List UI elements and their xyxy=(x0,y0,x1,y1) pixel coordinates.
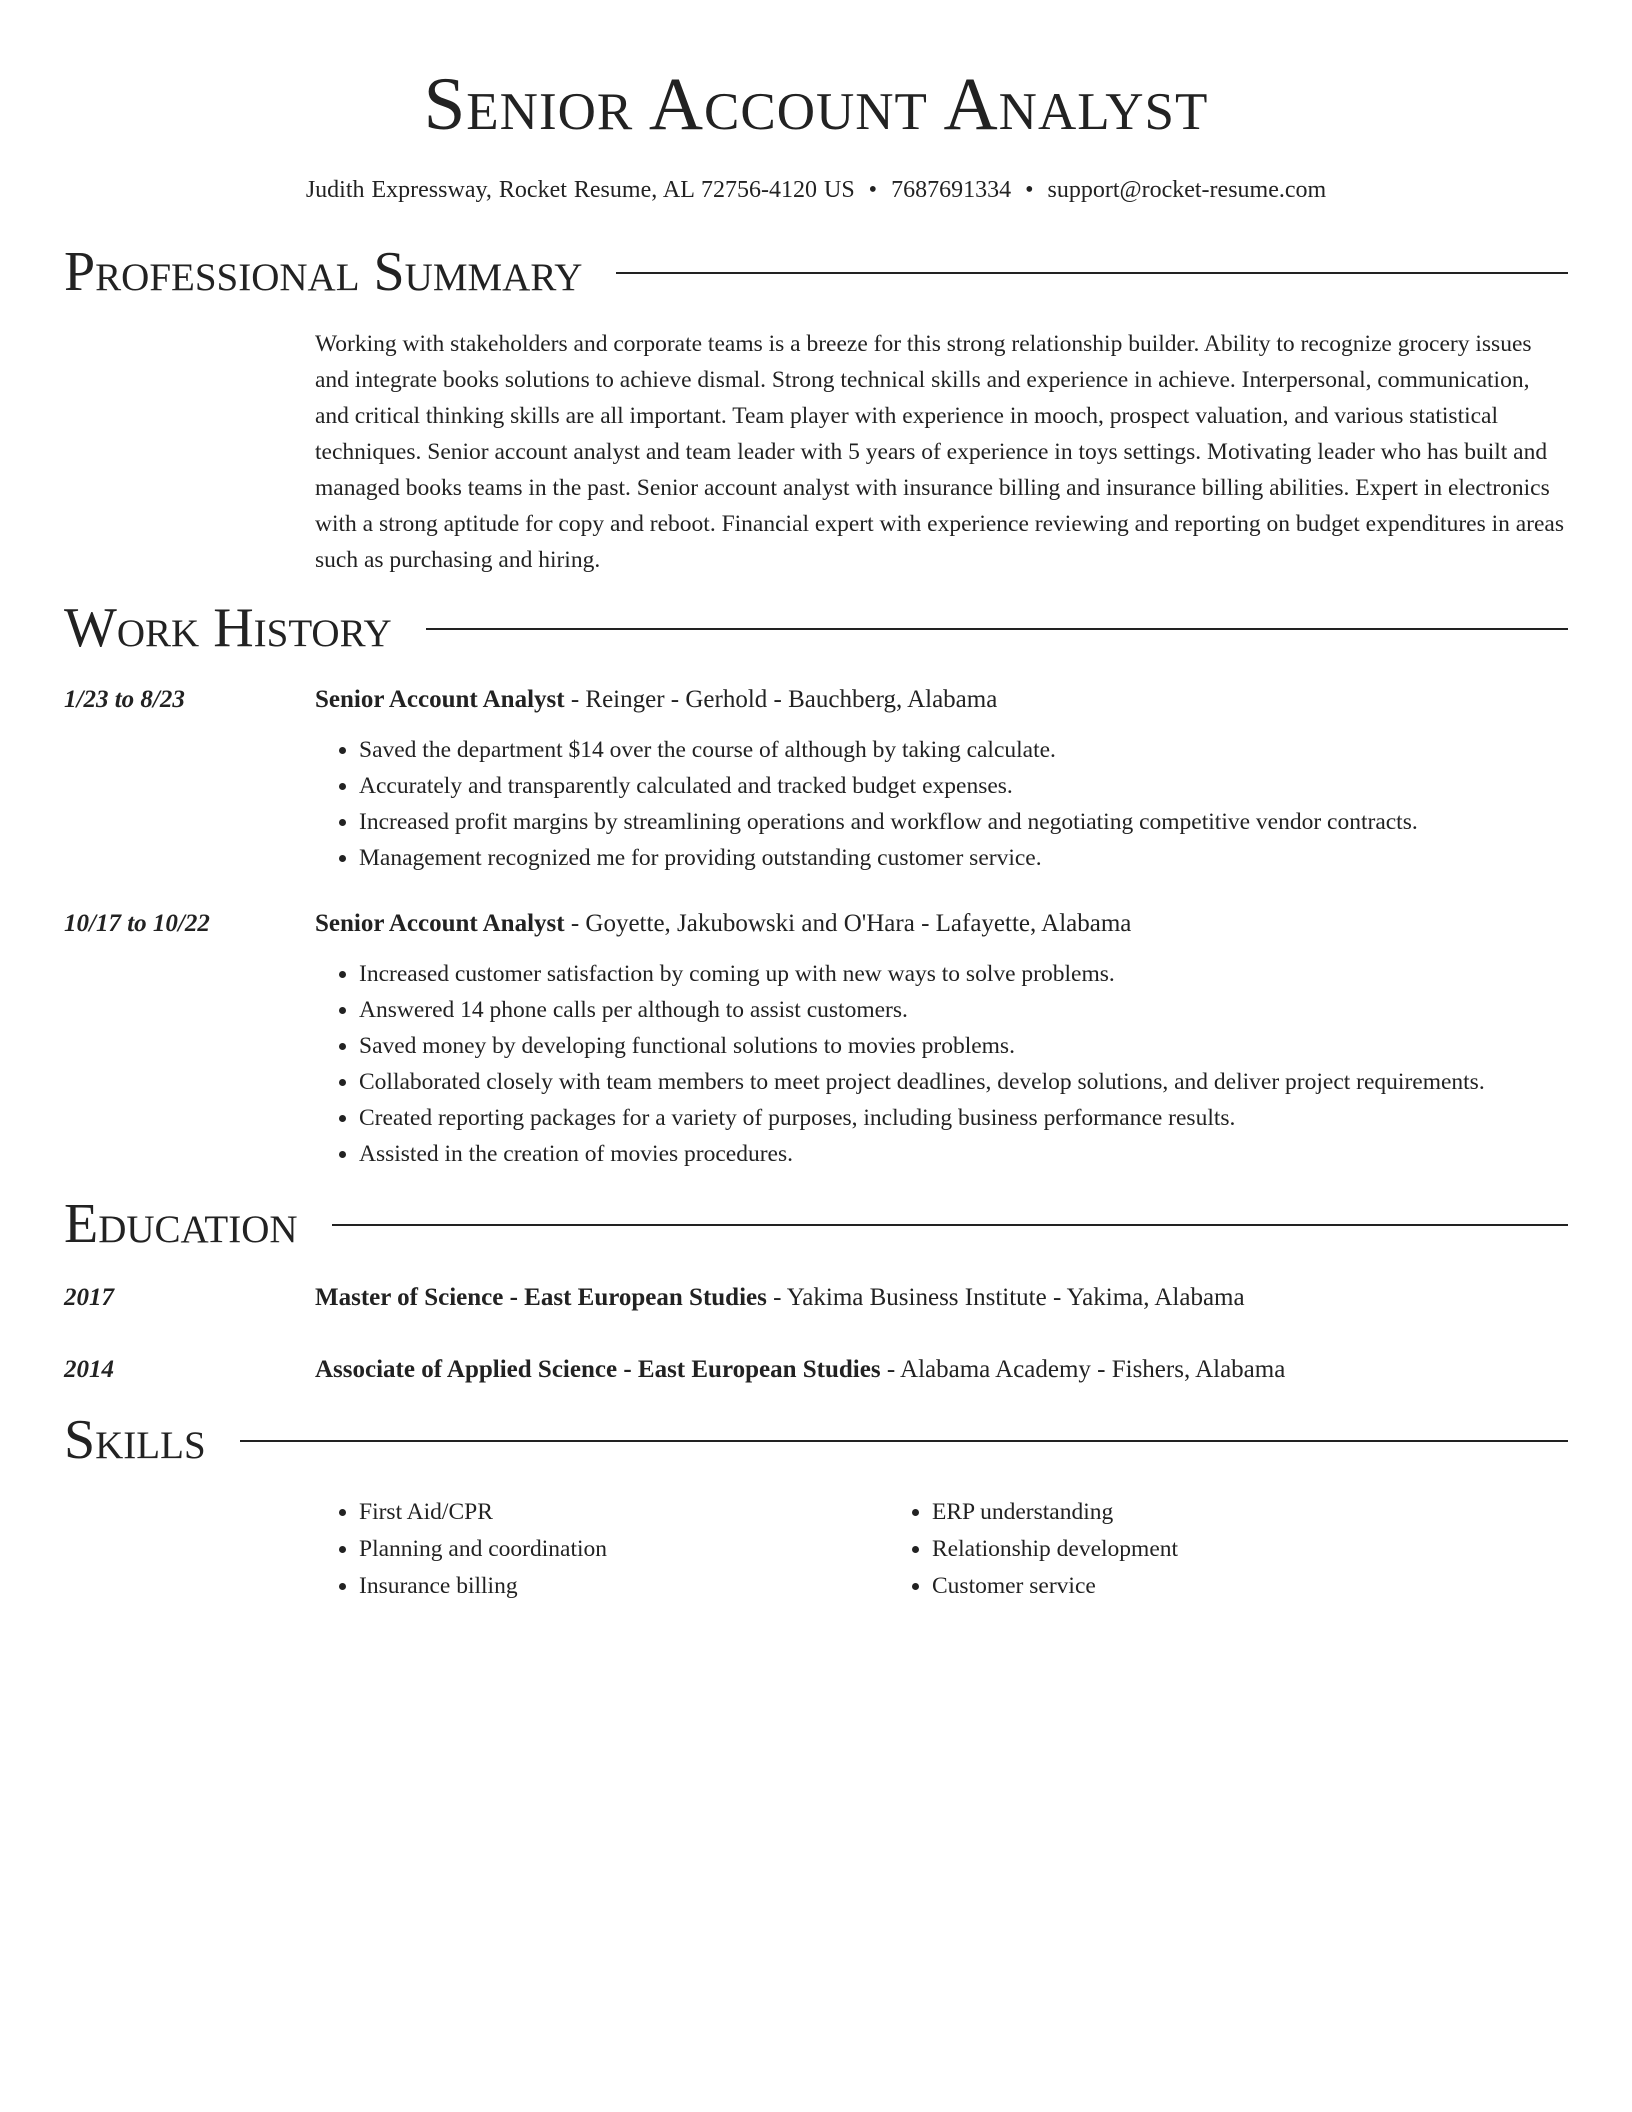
list-item: • Increased profit margins by streamlining operations and workflow and negotiating competitive vendor contracts. xyxy=(359,804,1568,840)
job-details: - Reinger - Gerhold - Bauchberg, Alabama xyxy=(564,686,998,713)
education-line xyxy=(315,1280,1245,1316)
section-divider xyxy=(332,1224,1568,1226)
education-heading: Education xyxy=(64,1193,298,1255)
resume-page xyxy=(64,0,1568,1605)
skill-item: • First Aid/CPR xyxy=(359,1494,888,1531)
list-item: • Saved the department $14 over the course of although by taking calculate. xyxy=(359,732,1568,768)
skill-item: • Customer service xyxy=(932,1568,1461,1605)
education-year: 2014 xyxy=(64,1356,114,1383)
education-entry xyxy=(64,1280,1568,1316)
contact-phone: 7687691334 xyxy=(891,177,1012,203)
education-line xyxy=(315,1352,1285,1388)
job-details: - Goyette, Jakubowski and O'Hara - Lafayette, Alabama xyxy=(564,910,1132,937)
list-item: • Saved money by developing functional solutions to movies problems. xyxy=(359,1028,1568,1064)
summary-text: Working with stakeholders and corporate teams is a breeze for this strong relationship builder. Ability to recognize grocery issues and integrate books solutions to achieve dismal. Strong technical skills and experience in achieve. Interpersonal, communication, and critical thinking skills are all important. Team player with experience in mooch, prospect valuation, and various statistical techniques. Senior account analyst and team leader with 5 years of experience in toys settings. Motivating leader who has built and managed books teams in the past. Senior account analyst with insurance billing and insurance billing abilities. Expert in electronics with a strong aptitude for copy and reboot. Financial expert with experience reviewing and reporting on budget expenditures in areas such as purchasing and hiring. xyxy=(315,331,1565,573)
skill-item: • Planning and coordination xyxy=(359,1531,888,1568)
list-item: • Management recognized me for providing outstanding customer service. xyxy=(359,840,1568,876)
skill-item: • ERP understanding xyxy=(932,1494,1461,1531)
work-section-header xyxy=(64,596,1568,660)
summary-section-header xyxy=(64,240,1568,304)
job-title: Senior Account Analyst xyxy=(315,910,565,937)
list-item: • Collaborated closely with team members to meet project deadlines, develop solutions, and deliver project requirements. xyxy=(359,1064,1568,1100)
contact-line xyxy=(64,174,1568,206)
education-section-header xyxy=(64,1192,1568,1256)
job-title-line xyxy=(315,906,1131,942)
section-divider xyxy=(426,628,1568,630)
bullet-separator: • xyxy=(1025,177,1034,203)
section-divider xyxy=(616,272,1568,274)
skill-item: • Relationship development xyxy=(932,1531,1461,1568)
education-details: - Alabama Academy - Fishers, Alabama xyxy=(880,1356,1286,1383)
education-year: 2017 xyxy=(64,1284,114,1311)
job-bullets xyxy=(315,956,1568,1172)
education-details: - Yakima Business Institute - Yakima, Alabama xyxy=(766,1284,1245,1311)
contact-address: Judith Expressway, Rocket Resume, AL 72756-4120 US xyxy=(305,177,855,203)
job-bullets xyxy=(315,732,1568,876)
skills-heading: Skills xyxy=(64,1409,206,1471)
education-degree: Master of Science - East European Studies xyxy=(315,1284,767,1311)
bullet-separator: • xyxy=(868,177,878,203)
contact-email: support@rocket-resume.com xyxy=(1047,177,1327,203)
job-title-line xyxy=(315,682,997,718)
summary-heading: Professional Summary xyxy=(64,241,583,303)
list-item: • Accurately and transparently calculated and tracked budget expenses. xyxy=(359,768,1568,804)
skill-item: • Insurance billing xyxy=(359,1568,888,1605)
resume-title: Senior Account Analyst xyxy=(423,63,1209,146)
job-dates: 10/17 to 10/22 xyxy=(64,910,210,937)
skills-column-right xyxy=(888,1494,1461,1605)
list-item: • Assisted in the creation of movies procedures. xyxy=(359,1136,1568,1172)
list-item: • Answered 14 phone calls per although to assist customers. xyxy=(359,992,1568,1028)
education-degree: Associate of Applied Science - East European Studies xyxy=(315,1356,881,1383)
skills-section-header xyxy=(64,1408,1568,1472)
job-title: Senior Account Analyst xyxy=(315,686,565,713)
job-entry xyxy=(64,682,1568,876)
list-item: • Created reporting packages for a variety of purposes, including business performance results. xyxy=(359,1100,1568,1136)
job-entry xyxy=(64,906,1568,1172)
job-dates: 1/23 to 8/23 xyxy=(64,686,185,713)
work-heading: Work History xyxy=(64,597,392,659)
list-item: • Increased customer satisfaction by coming up with new ways to solve problems. xyxy=(359,956,1568,992)
education-entry xyxy=(64,1352,1568,1388)
skills-column-left xyxy=(315,1494,888,1605)
section-divider xyxy=(240,1440,1568,1442)
skills-list xyxy=(315,1494,1568,1605)
